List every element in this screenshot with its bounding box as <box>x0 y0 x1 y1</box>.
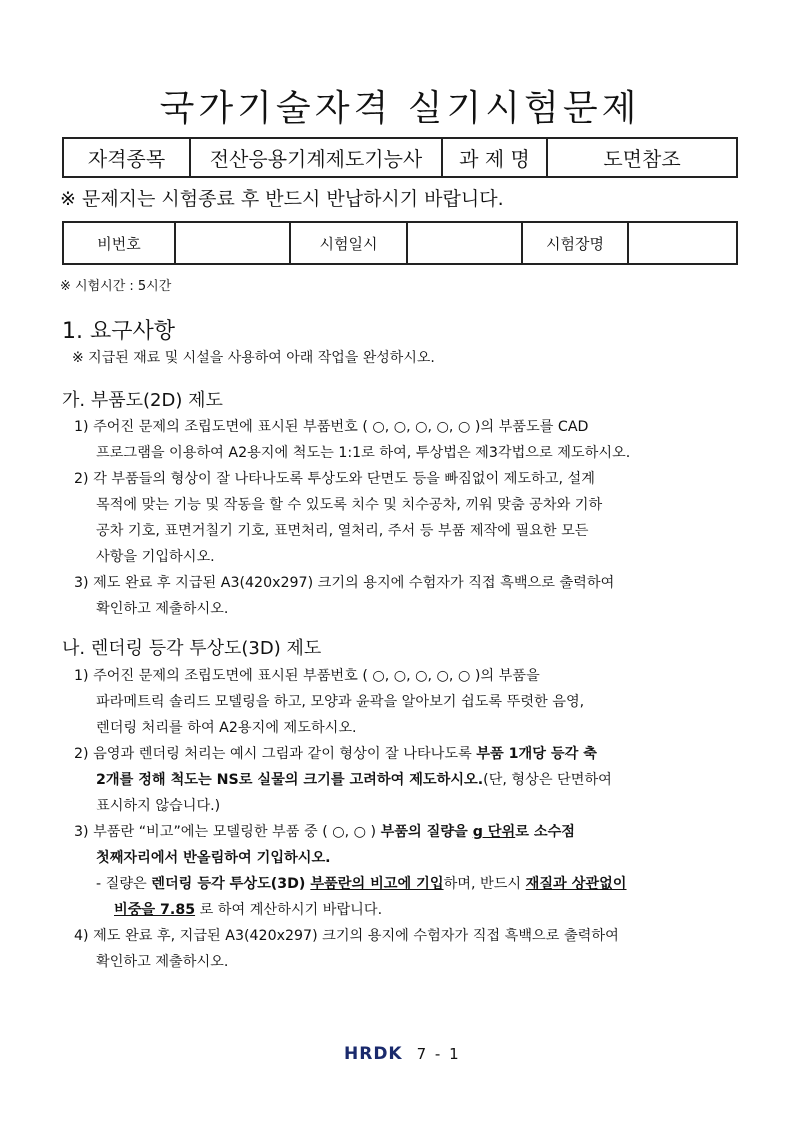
part-b-line: 4) 제도 완료 후, 지급된 A3(420x297) 크기의 용지에 수험자가 직접 흑백으로 출력하여 <box>74 928 619 944</box>
part-b-line <box>96 769 612 789</box>
part-b-text: 2) 음영과 렌더링 처리는 예시 그림과 같이 형상이 잘 나타나도록 <box>74 746 477 762</box>
part-b-emphasis: 2개를 정해 척도는 NS로 실물의 크기를 고려하여 제도하시오. <box>96 772 484 788</box>
section-heading: 1. 요구사항 <box>62 319 175 344</box>
part-b-line: 첫째자리에서 반올림하여 기입하시오. <box>96 850 331 866</box>
part-b-line <box>114 899 382 919</box>
part-b-line: 1) 주어진 문제의 조립도면에 표시된 부품번호 ( ○, ○, ○, ○, ○ )의 부품을 <box>74 668 540 684</box>
qualification-table <box>62 137 738 178</box>
exam-date-label: 시험일시 <box>290 222 407 264</box>
part-b-underlined: 비중을 7.85 <box>114 902 196 918</box>
part-b-line <box>96 873 627 893</box>
part-b-text: (단, 형상은 단면하여 <box>483 772 612 788</box>
part-b-line: 파라메트릭 솔리드 모델링을 하고, 모양과 윤곽을 알아보기 쉽도록 뚜렷한 음영, <box>96 694 585 710</box>
part-a-line: 프로그램을 이용하여 A2용지에 척도는 1:1로 하여, 투상법은 제3각법으로 제도하시오. <box>96 445 631 461</box>
part-a-line: 1) 주어진 문제의 조립도면에 표시된 부품번호 ( ○, ○, ○, ○, ○ )의 부품도를 CAD <box>74 419 589 435</box>
part-b-heading: 나. 렌더링 등각 투상도(3D) 제도 <box>62 638 322 659</box>
part-b-underlined: 부품란의 비고에 기입 <box>310 876 444 892</box>
part-b-emphasis: 로 소수점 <box>515 824 575 840</box>
hrdk-logo: HRDK <box>344 1044 403 1064</box>
part-b-emphasis: 부품의 질량을 <box>380 824 473 840</box>
exam-info-table <box>62 221 738 265</box>
part-b-text: - 질량은 <box>96 876 152 892</box>
part-a-line: 3) 제도 완료 후 지급된 A3(420x297) 크기의 용지에 수험자가 직접 흑백으로 출력하여 <box>74 575 615 591</box>
task-name-label: 과 제 명 <box>442 138 547 177</box>
section-note: ※ 지급된 재료 및 시설을 사용하여 아래 작업을 완성하시오. <box>72 350 435 366</box>
part-b-emphasis: 부품 1개당 등각 축 <box>476 746 597 762</box>
part-a-line: 사항을 기입하시오. <box>96 549 215 565</box>
part-b-line <box>74 821 575 841</box>
part-a-line: 공차 기호, 표면거칠기 기호, 표면처리, 열처리, 주서 등 부품 제작에 필요한 모든 <box>96 523 589 539</box>
qualification-label: 자격종목 <box>63 138 190 177</box>
part-b-text: 로 하여 계산하시기 바랍니다. <box>195 902 383 918</box>
part-a-line: 2) 각 부품들의 형상이 잘 나타나도록 투상도와 단면도 등을 빠짐없이 제도하고, 설계 <box>74 471 595 487</box>
part-a-heading: 가. 부품도(2D) 제도 <box>62 390 223 411</box>
document-title: 국가기술자격 실기시험문제 <box>159 88 641 129</box>
seat-number-field[interactable] <box>175 222 290 264</box>
part-a-line: 목적에 맞는 기능 및 작동을 할 수 있도록 치수 및 치수공차, 끼워 맞춤 공차와 기하 <box>96 497 603 513</box>
page-number: 7 - 1 <box>416 1045 461 1063</box>
task-name-value: 도면참조 <box>547 138 737 177</box>
part-b-line: 확인하고 제출하시오. <box>96 954 229 970</box>
page-footer <box>344 1044 461 1064</box>
part-b-underlined: g 단위 <box>472 824 516 840</box>
exam-date-field[interactable] <box>407 222 522 264</box>
exam-site-label: 시험장명 <box>522 222 628 264</box>
part-b-line <box>74 743 597 763</box>
seat-number-label: 비번호 <box>63 222 175 264</box>
part-b-line: 표시하지 않습니다.) <box>96 798 221 814</box>
time-limit: ※ 시험시간 : 5시간 <box>60 279 172 294</box>
part-b-underlined: 재질과 상관없이 <box>525 876 627 892</box>
part-b-line: 렌더링 처리를 하여 A2용지에 제도하시오. <box>96 720 357 736</box>
exam-site-field[interactable] <box>628 222 737 264</box>
return-notice: ※ 문제지는 시험종료 후 반드시 반납하시기 바랍니다. <box>60 188 504 210</box>
part-a-line: 확인하고 제출하시오. <box>96 601 229 617</box>
part-b-text: 하며, 반드시 <box>443 876 526 892</box>
qualification-value: 전산응용기계제도기능사 <box>190 138 442 177</box>
part-b-emphasis: 렌더링 등각 투상도(3D) <box>151 876 311 892</box>
part-b-text: 3) 부품란 “비고”에는 모델링한 부품 중 ( ○, ○ ) <box>74 824 381 840</box>
